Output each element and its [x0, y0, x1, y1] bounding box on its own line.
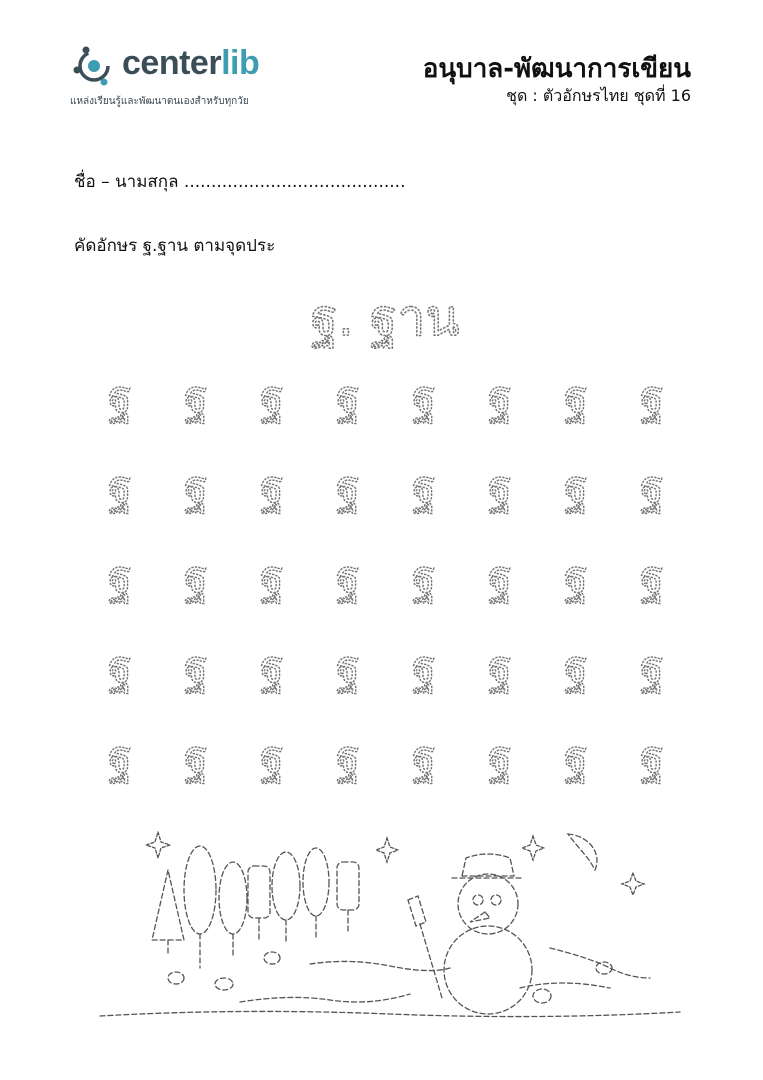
dotted-letter [630, 552, 674, 616]
dotted-letter-glyph: ฐ [183, 552, 209, 603]
dotted-letter [98, 462, 142, 526]
dotted-letter-glyph: ฐ [563, 642, 589, 693]
dotted-letter [402, 552, 446, 616]
dotted-letter-glyph: ฐ [639, 552, 665, 603]
practice-letter-cell [174, 642, 218, 706]
practice-letter-cell [554, 462, 598, 526]
practice-letter-cell [98, 732, 142, 796]
dotted-letter-glyph: ฐ [487, 642, 513, 693]
dotted-letter-glyph: ฐ [183, 642, 209, 693]
practice-letter-cell [326, 372, 370, 436]
dotted-letter [402, 372, 446, 436]
practice-letter-cell [326, 552, 370, 616]
dotted-letter-glyph: ฐ [639, 642, 665, 693]
practice-letter-cell [554, 372, 598, 436]
dotted-letter-glyph: ฐ [183, 372, 209, 423]
dotted-letter [250, 552, 294, 616]
dotted-letter [630, 642, 674, 706]
logo-mark-icon [72, 44, 116, 88]
sample-word-dotted [300, 283, 470, 353]
dotted-letter [250, 732, 294, 796]
practice-letter-cell [630, 642, 674, 706]
practice-letter-cell [630, 372, 674, 436]
dotted-letter [98, 552, 142, 616]
dotted-letter [402, 462, 446, 526]
name-blank: ......................................... [183, 172, 406, 192]
dotted-letter-glyph: ฐ [259, 372, 285, 423]
dotted-letter [326, 552, 370, 616]
practice-letter-cell [402, 372, 446, 436]
dotted-letter-glyph: ฐ [639, 732, 665, 783]
dotted-letter [326, 732, 370, 796]
dotted-letter [174, 642, 218, 706]
dotted-letter-glyph: ฐ [639, 462, 665, 513]
dotted-letter [98, 372, 142, 436]
dotted-letter-glyph: ฐ [411, 732, 437, 783]
dotted-letter [174, 732, 218, 796]
practice-grid [98, 372, 678, 802]
dotted-letter-glyph: ฐ [563, 372, 589, 423]
practice-letter-cell [250, 372, 294, 436]
dotted-letter [630, 732, 674, 796]
dotted-letter-glyph: ฐ [107, 462, 133, 513]
dotted-letter-glyph: ฐ [335, 462, 361, 513]
dotted-letter-glyph: ฐ [411, 462, 437, 513]
dotted-letter-glyph: ฐ [639, 372, 665, 423]
dotted-letter [478, 732, 522, 796]
dotted-letter [250, 642, 294, 706]
name-label: ชื่อ – นามสกุล [74, 172, 179, 192]
dotted-letter [554, 462, 598, 526]
dotted-letter-glyph: ฐ [183, 732, 209, 783]
worksheet-subtitle: ชุด : ตัวอักษรไทย ชุดที่ 16 [506, 86, 691, 105]
practice-letter-cell [326, 732, 370, 796]
worksheet-title: อนุบาล-พัฒนาการเขียน [422, 54, 691, 84]
dotted-letter-glyph: ฐ [563, 462, 589, 513]
dotted-letter [630, 372, 674, 436]
dotted-letter [174, 552, 218, 616]
dotted-letter [478, 462, 522, 526]
practice-letter-cell [98, 552, 142, 616]
practice-letter-cell [174, 462, 218, 526]
dotted-letter-glyph: ฐ [259, 732, 285, 783]
snowman-scene-icon [90, 818, 690, 1023]
dotted-letter-glyph: ฐ [487, 462, 513, 513]
dotted-letter [250, 372, 294, 436]
dotted-letter-glyph: ฐ [411, 372, 437, 423]
practice-letter-cell [250, 642, 294, 706]
practice-letter-cell [554, 732, 598, 796]
practice-letter-cell [250, 462, 294, 526]
practice-letter-cell [174, 732, 218, 796]
dotted-letter-glyph: ฐ [335, 732, 361, 783]
instruction-text: คัดอักษร ฐ.ฐาน ตามจุดประ [74, 236, 276, 256]
practice-letter-cell [630, 732, 674, 796]
dotted-letter [98, 642, 142, 706]
dotted-letter-glyph: ฐ [107, 642, 133, 693]
sample-word [300, 283, 470, 353]
dotted-letter-glyph: ฐ [259, 642, 285, 693]
practice-letter-cell [326, 462, 370, 526]
dotted-letter-glyph: ฐ [335, 552, 361, 603]
practice-letter-cell [402, 552, 446, 616]
dotted-letter-glyph: ฐ [107, 732, 133, 783]
practice-letter-cell [478, 732, 522, 796]
practice-letter-cell [326, 642, 370, 706]
dotted-letter-glyph: ฐ [107, 552, 133, 603]
dotted-letter-glyph: ฐ [563, 552, 589, 603]
practice-letter-cell [554, 552, 598, 616]
dotted-letter [554, 372, 598, 436]
practice-letter-cell [630, 552, 674, 616]
dotted-letter [630, 462, 674, 526]
dotted-letter [402, 642, 446, 706]
dotted-letter-glyph: ฐ [487, 372, 513, 423]
brand-name-part1: center [122, 44, 222, 82]
dotted-letter-glyph: ฐ [487, 732, 513, 783]
practice-letter-cell [174, 372, 218, 436]
winter-scene-picture [90, 818, 690, 1023]
practice-letter-cell [98, 372, 142, 436]
dotted-letter [554, 552, 598, 616]
dotted-letter [174, 462, 218, 526]
brand-tagline: แหล่งเรียนรู้และพัฒนาตนเองสำหรับทุกวัย [70, 96, 249, 107]
practice-letter-cell [402, 642, 446, 706]
practice-letter-cell [478, 462, 522, 526]
practice-letter-cell [98, 642, 142, 706]
brand-wordmark [122, 46, 259, 80]
dotted-letter-glyph: ฐ [487, 552, 513, 603]
practice-letter-cell [250, 552, 294, 616]
dotted-letter-glyph: ฐ [411, 642, 437, 693]
dotted-letter [478, 372, 522, 436]
name-field[interactable] [74, 168, 405, 195]
dotted-letter [174, 372, 218, 436]
practice-letter-cell [402, 462, 446, 526]
dotted-letter [326, 372, 370, 436]
practice-letter-cell [478, 372, 522, 436]
dotted-letter [478, 552, 522, 616]
dotted-letter-glyph: ฐ [563, 732, 589, 783]
dotted-letter [478, 642, 522, 706]
dotted-letter [326, 462, 370, 526]
dotted-letter-glyph: ฐ [335, 372, 361, 423]
dotted-letter-glyph: ฐ [411, 552, 437, 603]
practice-letter-cell [554, 642, 598, 706]
brand-logo [70, 40, 300, 110]
dotted-letter [250, 462, 294, 526]
sample-word-text: ฐ. ฐาน [310, 289, 460, 347]
dotted-letter-glyph: ฐ [183, 462, 209, 513]
dotted-letter [554, 732, 598, 796]
dotted-letter-glyph: ฐ [259, 552, 285, 603]
brand-name-part2: lib [221, 44, 260, 82]
dotted-letter [98, 732, 142, 796]
practice-letter-cell [250, 732, 294, 796]
dotted-letter-glyph: ฐ [107, 372, 133, 423]
dotted-letter-glyph: ฐ [335, 642, 361, 693]
dotted-letter-glyph: ฐ [259, 462, 285, 513]
practice-letter-cell [630, 462, 674, 526]
dotted-letter [402, 732, 446, 796]
practice-letter-cell [402, 732, 446, 796]
practice-letter-cell [478, 552, 522, 616]
dotted-letter [326, 642, 370, 706]
dotted-letter [554, 642, 598, 706]
practice-letter-cell [98, 462, 142, 526]
practice-letter-cell [174, 552, 218, 616]
practice-letter-cell [478, 642, 522, 706]
